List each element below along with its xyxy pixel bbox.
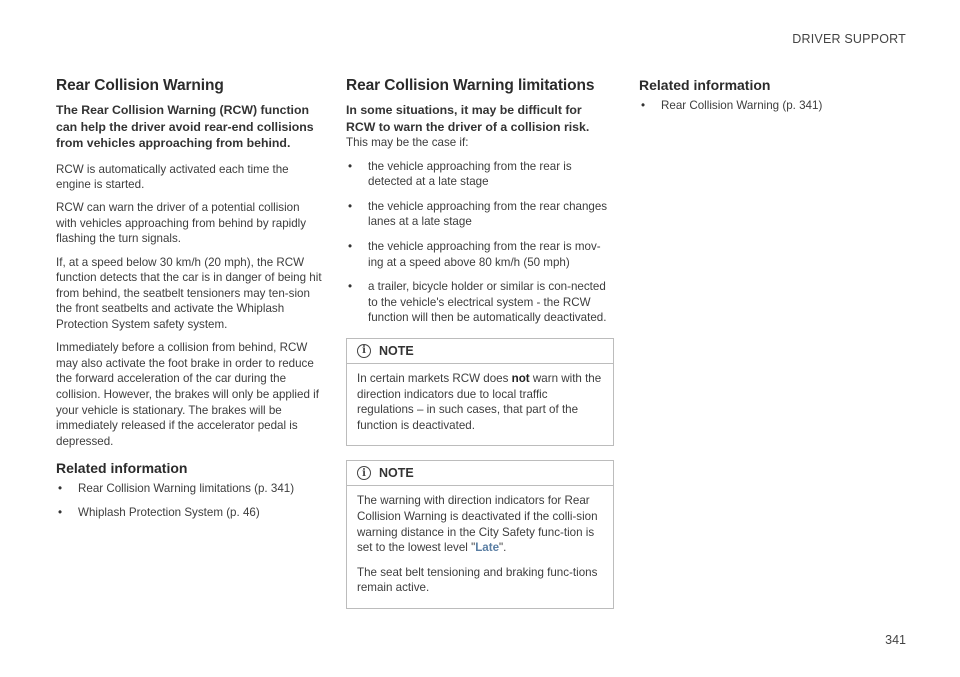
lead-text: This may be the case if:	[346, 136, 469, 149]
section-header: DRIVER SUPPORT	[792, 32, 906, 46]
note-box	[346, 338, 614, 446]
related-link[interactable]: • Rear Collision Warning limitations (p. 341)	[56, 481, 322, 497]
intro-text: In some situations, it may be difficult for RCW to warn the driver of a collision risk.	[346, 103, 590, 134]
related-information-heading: Related information	[639, 77, 771, 93]
column-rcw-limitations	[346, 76, 614, 609]
limitations-list	[346, 159, 614, 326]
related-link[interactable]: • Whiplash Protection System (p. 46)	[56, 505, 322, 521]
note-body	[347, 364, 613, 445]
column-related	[639, 76, 909, 121]
setting-value-late: Late	[475, 541, 500, 555]
related-link[interactable]: • Rear Collision Warning (p. 341)	[639, 98, 909, 114]
section-title: Rear Collision Warning limitations	[346, 77, 595, 94]
section-title: Rear Collision Warning	[56, 77, 224, 94]
list-item: • the vehicle approaching from the rear changes lanes at a late stage	[346, 199, 614, 230]
related-list	[639, 98, 909, 114]
note-label: NOTE	[379, 466, 414, 481]
note-body	[347, 486, 613, 608]
note-text-part: The warning with direction indicators for Rear Collision Warning is deactivated if the colli-sion warning distance in the City Safety func-tion is set to the lowest level "	[357, 494, 598, 555]
paragraph: RCW can warn the driver of a potential collision with vehicles approaching from behind by rapidly flashing the turn signals.	[56, 201, 307, 246]
column-rcw	[56, 76, 322, 528]
paragraph: If, at a speed below 30 km/h (20 mph), the RCW function detects that the car is in danger of being hit from behind, the seatbelt tensioners may ten-sion the front seatbelts and activate the Whiplash Protection System safety system.	[56, 255, 322, 332]
related-information-heading: Related information	[56, 460, 188, 477]
info-circle-icon: i	[357, 466, 371, 480]
intro-text: The Rear Collision Warning (RCW) function can help the driver avoid rear-end collisions from vehicles approaching from behind.	[56, 103, 314, 150]
note-header	[347, 339, 613, 364]
paragraph: Immediately before a collision from behind, RCW may also activate the foot brake in order to reduce the forward acceleration of the car during the collision. However, the brakes will only be applied if your vehicle is stationary. The brakes will be immediately released if the accelerator pedal is depressed.	[56, 341, 319, 448]
info-circle-icon: i	[357, 344, 371, 358]
paragraph: RCW is automatically activated each time the engine is started.	[56, 162, 289, 192]
related-list	[56, 481, 322, 520]
list-item: • a trailer, bicycle holder or similar is con-nected to the vehicle's electrical system - the RCW function will then be automatically deactivated.	[346, 279, 614, 326]
note-text-part: In certain markets RCW does	[357, 371, 512, 385]
note-box	[346, 460, 614, 609]
note-text-part: ".	[499, 541, 507, 555]
note-emphasis: not	[511, 371, 530, 385]
note-text-part: warn with the direction indicators due to local traffic regulations – in such cases, that part of the function is deactivated.	[357, 371, 602, 432]
note-label: NOTE	[379, 343, 414, 358]
note-text	[357, 493, 603, 555]
note-text	[357, 371, 603, 433]
list-item: • the vehicle approaching from the rear is mov-ing at a speed above 80 km/h (50 mph)	[346, 239, 614, 270]
note-header	[347, 461, 613, 486]
page-number: 341	[885, 633, 906, 647]
list-item: • the vehicle approaching from the rear is detected at a late stage	[346, 159, 614, 190]
note-text: The seat belt tensioning and braking func-tions remain active.	[357, 565, 598, 595]
